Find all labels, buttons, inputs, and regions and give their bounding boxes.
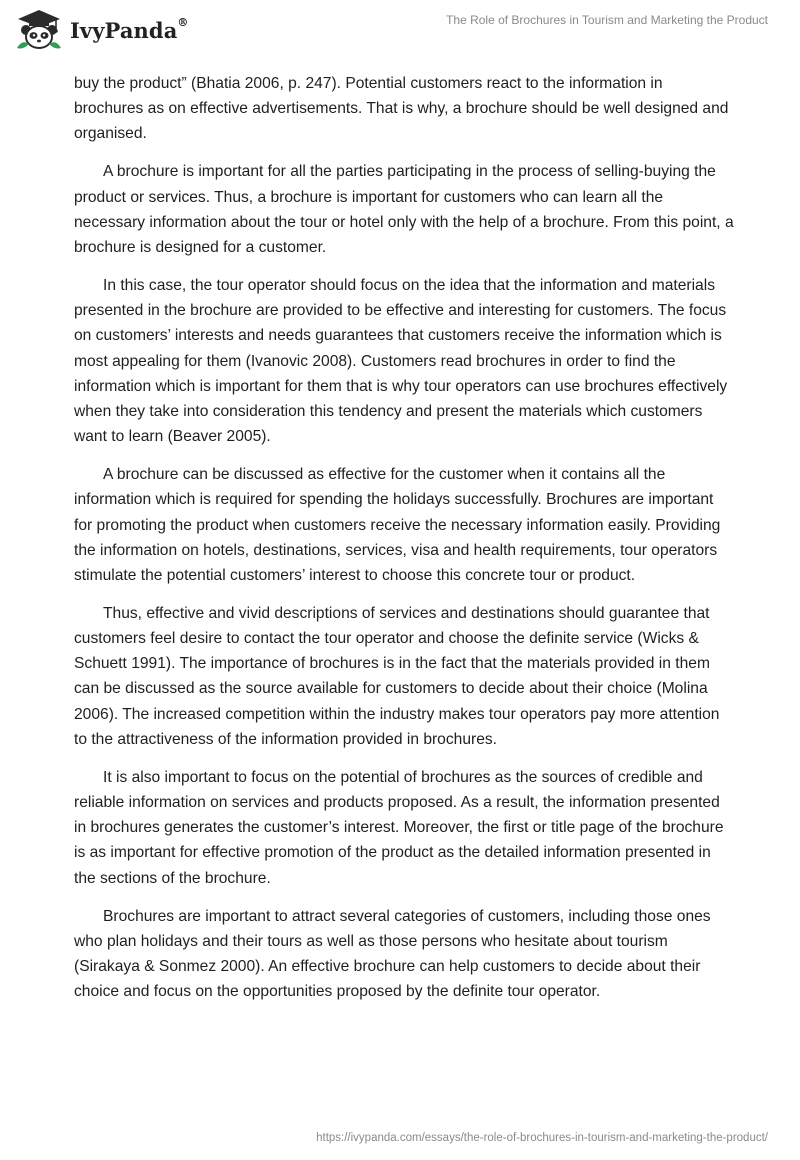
ivypanda-logo[interactable]: [14, 8, 189, 52]
paragraph: Brochures are important to attract several categories of customers, including those ones who plan holidays and their tours as well as those persons who hesitate about tourism (Sirakaya & Sonmez 2000). An effective brochure can help customers to decide about their choice and focus on the opportunities proposed by the definite tour operator.: [74, 907, 711, 1001]
registered-mark: ®: [177, 15, 189, 29]
page-header: [0, 0, 800, 66]
paragraph: A brochure can be discussed as effective for the customer when it contains all the information which is required for spending the holidays successfully. Brochures are important for promoting the product when customers receive the necessary information easily. Providing the information on hotels, destinations, services, visa and health requirements, tour operators stimulate the potential customers’ interest to choose this concrete tour or product.: [74, 466, 721, 584]
document-title: The Role of Brochures in Tourism and Marketing the Product: [446, 13, 768, 27]
essay-body: [74, 71, 734, 1017]
brand-name: [70, 15, 189, 43]
source-url[interactable]: https://ivypanda.com/essays/the-role-of-brochures-in-tourism-and-marketing-the-product/: [316, 1132, 768, 1144]
paragraph: It is also important to focus on the potential of brochures as the sources of credible and reliable information on services and products proposed. As a result, the information presented in brochures generates the customer’s interest. Moreover, the first or title page of the brochure is as important for effective promotion of the product as the detailed information presented in the sections of the brochure.: [74, 768, 724, 887]
paragraph: In this case, the tour operator should focus on the idea that the information and materials presented in the brochure are provided to be effective and interesting for customers. The focus on customers’ interests and needs guarantees that customers receive the information which is most appealing for them (Ivanovic 2008). Customers read brochures in order to find the information which is important for them that is why tour operators can use brochures effectively when they take into consideration this tendency and present the materials which customers want to learn (Beaver 2005).: [74, 277, 728, 446]
panda-graduate-icon: [14, 8, 64, 52]
paragraph: Thus, effective and vivid descriptions of services and destinations should guarantee that customers feel desire to contact the tour operator and choose the definite service (Wicks & Schuett 1991). The importance of brochures is in the fact that the materials provided in them can be discussed as the source available for customers to decide about their choice (Molina 2006). The increased competition within the industry makes tour operators pay more attention to the attractiveness of the information provided in brochures.: [74, 604, 720, 748]
paragraph: A brochure is important for all the parties participating in the process of selling-buying the product or services. Thus, a brochure is important for customers who can learn all the necessary information about the tour or hotel only with the help of a brochure. From this point, a brochure is designed for a customer.: [74, 163, 734, 256]
paragraph: buy the product” (Bhatia 2006, p. 247). Potential customers react to the information in brochures as on effective advertisements. That is why, a brochure should be well designed and organised.: [74, 75, 729, 143]
brand-text: IvyPanda: [70, 17, 178, 43]
